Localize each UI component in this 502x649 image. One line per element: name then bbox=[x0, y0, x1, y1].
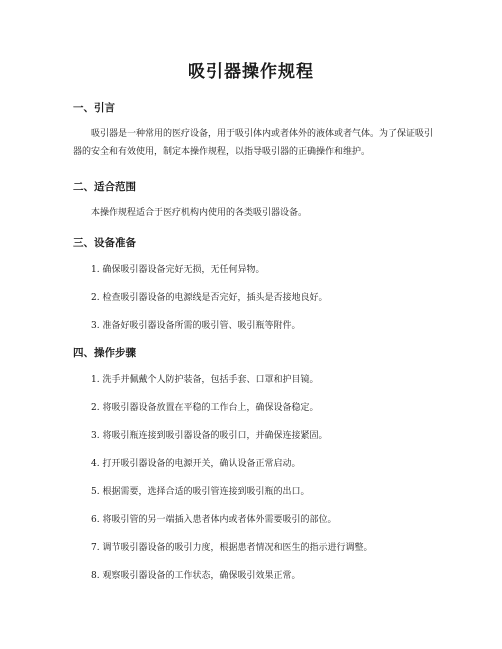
list-item: 2. 将吸引器设备放置在平稳的工作台上，确保设备稳定。 bbox=[91, 403, 319, 413]
section-heading-operation-steps: 四、操作步骤 bbox=[73, 347, 136, 359]
scope-paragraph: 本操作规程适合于医疗机构内使用的各类吸引器设备。 bbox=[91, 208, 308, 218]
section-heading-equipment-preparation: 三、设备准备 bbox=[73, 237, 136, 249]
list-item: 1. 洗手并佩戴个人防护装备，包括手套、口罩和护目镜。 bbox=[91, 375, 319, 385]
list-item: 5. 根据需要，选择合适的吸引管连接到吸引瓶的出口。 bbox=[91, 487, 310, 497]
list-item: 8. 观察吸引器设备的工作状态，确保吸引效果正常。 bbox=[91, 571, 301, 581]
section-heading-introduction: 一、引言 bbox=[73, 102, 115, 114]
list-item: 3. 将吸引瓶连接到吸引器设备的吸引口，并确保连接紧固。 bbox=[91, 431, 328, 441]
document-title: 吸引器操作规程 bbox=[188, 62, 314, 82]
list-item: 4. 打开吸引器设备的电源开关，确认设备正常启动。 bbox=[91, 459, 301, 469]
list-item: 7. 调节吸引器设备的吸引力度，根据患者情况和医生的指示进行调整。 bbox=[91, 543, 373, 553]
list-item: 2. 检查吸引器设备的电源线是否完好，插头是否接地良好。 bbox=[91, 293, 328, 303]
section-heading-scope: 二、适合范围 bbox=[73, 181, 136, 193]
introduction-paragraph: 吸引器是一种常用的医疗设备，用于吸引体内或者体外的液体或者气体。为了保证吸引器的安全和有效使用，制定本操作规程，以指导吸引器的正确操作和维护。 bbox=[73, 129, 434, 157]
list-item: 3. 准备好吸引器设备所需的吸引管、吸引瓶等附件。 bbox=[91, 321, 301, 331]
list-item: 6. 将吸引管的另一端插入患者体内或者体外需要吸引的部位。 bbox=[91, 515, 337, 525]
list-item: 1. 确保吸引器设备完好无损，无任何异物。 bbox=[91, 265, 265, 275]
